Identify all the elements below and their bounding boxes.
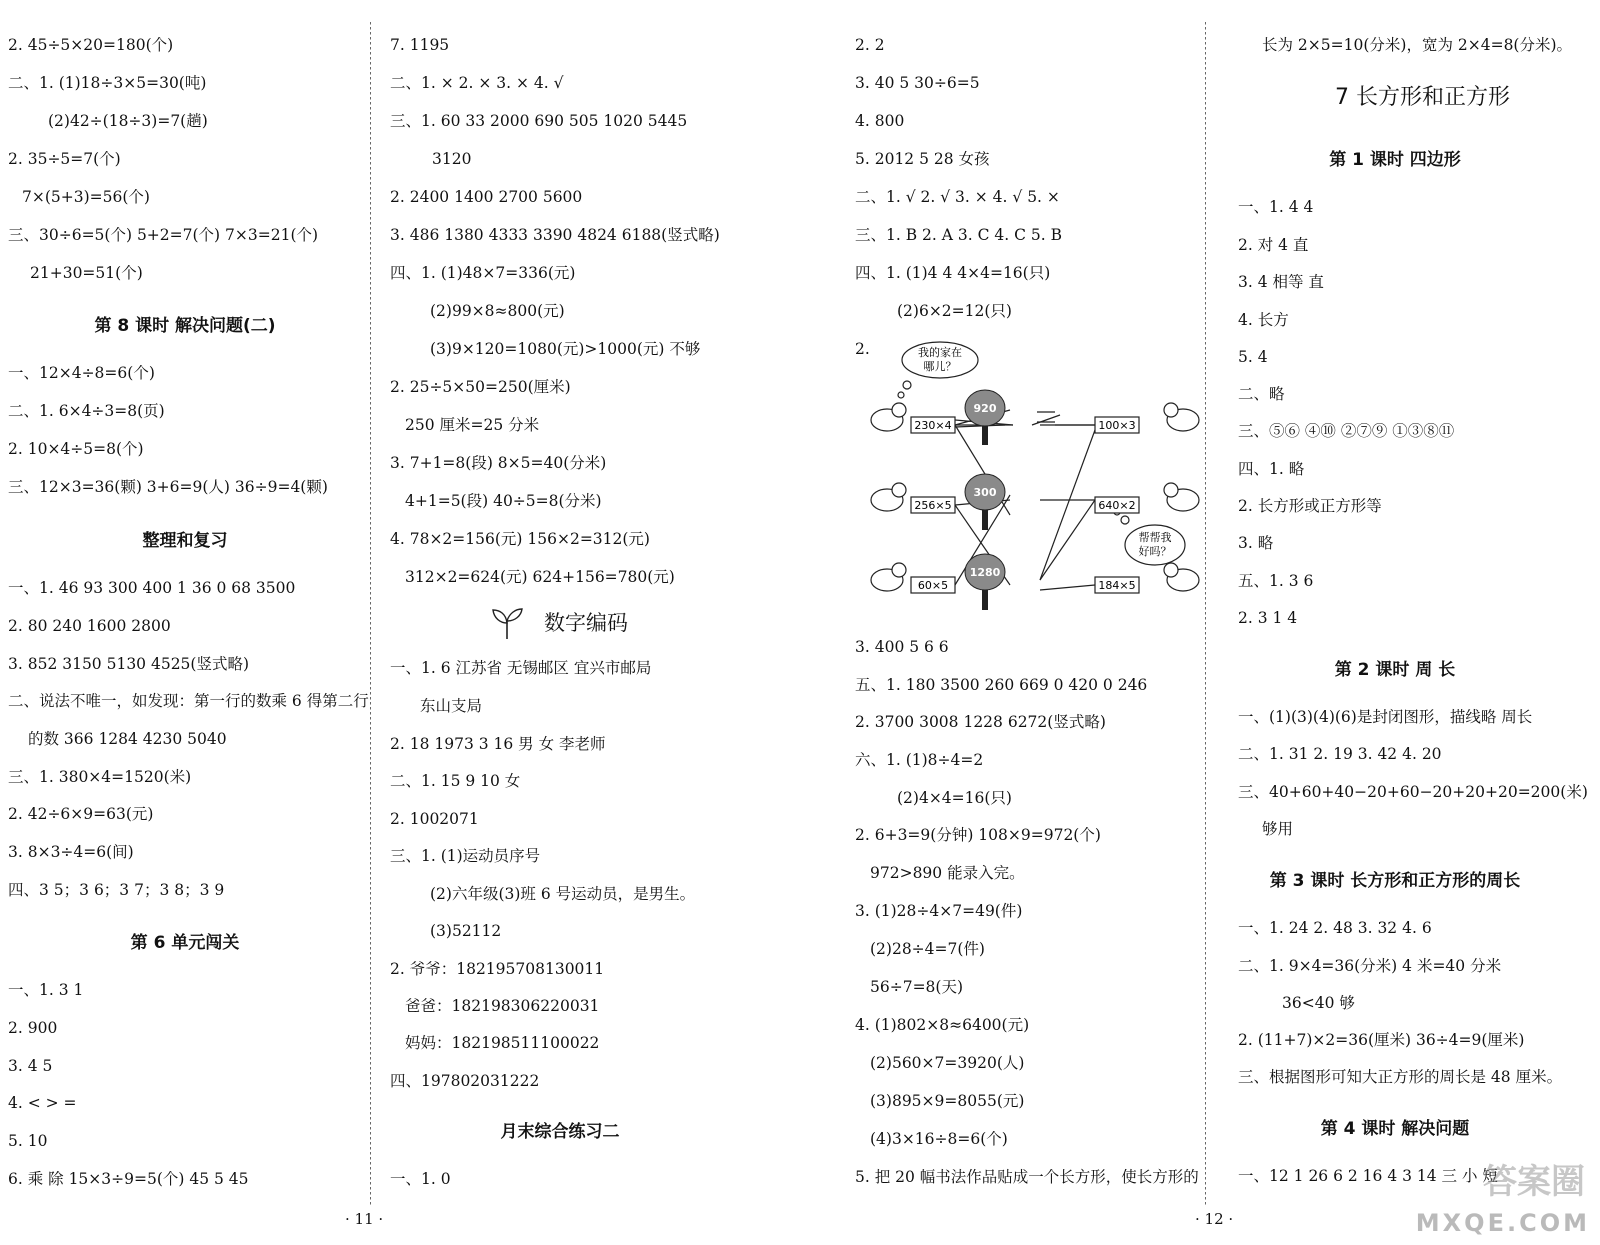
watermark-url: MXQE.COM bbox=[1415, 1209, 1590, 1237]
tree-label: 300 bbox=[973, 486, 997, 499]
chapter-title: 7 长方形和正方形 bbox=[1335, 85, 1510, 110]
answer-line: 3. 7+1=8(段) 8×5=40(分米) bbox=[390, 454, 607, 472]
column-divider bbox=[370, 22, 371, 1207]
answer-line: 3. 486 1380 4333 3390 4824 6188(竖式略) bbox=[390, 226, 720, 244]
answer-line: 一、1. 46 93 300 400 1 36 0 68 3500 bbox=[8, 579, 296, 597]
watermark-logo: 答案圈 bbox=[1483, 1162, 1585, 1202]
answer-line: 一、1. 24 2. 48 3. 32 4. 6 bbox=[1238, 919, 1432, 937]
answer-line: 3. 852 3150 5130 4525(竖式略) bbox=[8, 655, 250, 673]
answer-line: 7. 1195 bbox=[390, 36, 450, 54]
answer-line: 爸爸：182198306220031 bbox=[405, 997, 600, 1015]
answer-line: 四、1. (1)48×7=336(元) bbox=[390, 264, 576, 282]
matching-figure bbox=[865, 340, 1205, 625]
answer-line: (2)42÷(18÷3)=7(趟) bbox=[48, 112, 208, 130]
answer-line: (3)9×120=1080(元)>1000(元) 不够 bbox=[430, 340, 701, 358]
answer-line: 够用 bbox=[1262, 820, 1294, 838]
answer-line: 一、(1)(3)(4)(6)是封闭图形，描线略 周长 bbox=[1238, 708, 1533, 726]
answer-line: 2. 80 240 1600 2800 bbox=[8, 617, 171, 635]
answer-line: 一、1. 4 4 bbox=[1238, 198, 1314, 216]
answer-line: 4+1=5(段) 40÷5=8(分米) bbox=[405, 492, 602, 510]
answer-line: 一、12 1 26 6 2 16 4 3 14 三 小 短 bbox=[1238, 1167, 1498, 1185]
tree-label: 920 bbox=[973, 402, 997, 415]
answer-line: 5. 10 bbox=[8, 1132, 48, 1150]
answer-line: 三、40+60+40−20+60−20+20+20=200(米) bbox=[1238, 783, 1588, 801]
page-number-left: · 11 · bbox=[345, 1210, 384, 1228]
answer-line: 三、根据图形可知大正方形的周长是 48 厘米。 bbox=[1238, 1068, 1563, 1086]
bubble-text: 好吗？ bbox=[1138, 545, 1172, 558]
answer-line: 一、1. 0 bbox=[390, 1170, 451, 1188]
section-title: 数字编码 bbox=[544, 611, 628, 635]
answer-line: 3. 4 相等 直 bbox=[1238, 273, 1324, 291]
answer-line: 长为 2×5=10(分米)，宽为 2×4=8(分米)。 bbox=[1262, 36, 1573, 54]
answer-line: (4)3×16÷8=6(个) bbox=[870, 1130, 1008, 1148]
answer-line: 六、1. (1)8÷4=2 bbox=[855, 751, 984, 769]
answer-line: (2)99×8≈800(元) bbox=[430, 302, 565, 320]
answer-line: 972>890 能录入完。 bbox=[870, 864, 1025, 882]
answer-line: 2. 3700 3008 1228 6272(竖式略) bbox=[855, 713, 1106, 731]
answer-line: 四、1. (1)4 4 4×4=16(只) bbox=[855, 264, 1051, 282]
answer-line: 5. 2012 5 28 女孩 bbox=[855, 150, 990, 168]
answer-line: 2. 35÷5=7(个) bbox=[8, 150, 121, 168]
answer-line: 3. 40 5 30÷6=5 bbox=[855, 74, 980, 92]
answer-line: 三、1. B 2. A 3. C 4. C 5. B bbox=[855, 226, 1062, 244]
answer-line: 妈妈：182198511100022 bbox=[405, 1034, 600, 1052]
answer-line: 2. 爷爷：182195708130011 bbox=[390, 960, 605, 978]
answer-line: 4. 800 bbox=[855, 112, 905, 130]
answer-line: 东山支局 bbox=[420, 697, 483, 715]
answer-line: 312×2=624(元) 624+156=780(元) bbox=[405, 568, 675, 586]
lesson-heading: 第 1 课时 四边形 bbox=[1329, 150, 1461, 170]
answer-line: 一、12×4÷8=6(个) bbox=[8, 364, 155, 382]
sprout-icon bbox=[490, 605, 524, 641]
column-divider bbox=[1205, 22, 1206, 1207]
answer-line: (2)28÷4=7(件) bbox=[870, 940, 985, 958]
bubble-text: 哪儿？ bbox=[923, 360, 957, 373]
answer-line: 一、1. 6 江苏省 无锡邮区 宜兴市邮局 bbox=[390, 659, 652, 677]
answer-line: 3. 400 5 6 6 bbox=[855, 638, 949, 656]
answer-line: 2. 25÷5×50=250(厘米) bbox=[390, 378, 571, 396]
answer-line: (2)560×7=3920(人) bbox=[870, 1054, 1025, 1072]
answer-line: 4. (1)802×8≈6400(元) bbox=[855, 1016, 1030, 1034]
card-label: 640×2 bbox=[1098, 499, 1136, 512]
answer-line: 4. 78×2=156(元) 156×2=312(元) bbox=[390, 530, 650, 548]
answer-line: 三、1. 60 33 2000 690 505 1020 5445 bbox=[390, 112, 688, 130]
answer-line: 2. 3 1 4 bbox=[1238, 609, 1298, 627]
answer-line: 三、⑤⑥ ④⑩ ②⑦⑨ ①③⑧⑪ bbox=[1238, 422, 1455, 440]
answer-line: 二、1. (1)18÷3×5=30(吨) bbox=[8, 74, 207, 92]
lesson-heading: 整理和复习 bbox=[142, 531, 228, 551]
answer-line: (3)52112 bbox=[430, 922, 502, 940]
answer-line: 的数 366 1284 4230 5040 bbox=[28, 730, 227, 748]
answer-line: 250 厘米=25 分米 bbox=[405, 416, 540, 434]
answer-line: 2. 6+3=9(分钟) 108×9=972(个) bbox=[855, 826, 1101, 844]
bubble-text: 我的家在 bbox=[918, 346, 962, 359]
answer-line: 四、3 5；3 6；3 7；3 8；3 9 bbox=[8, 881, 225, 899]
answer-line: 二、1. 15 9 10 女 bbox=[390, 772, 521, 790]
answer-line: 二、说法不唯一，如发现：第一行的数乘 6 得第二行 bbox=[8, 692, 369, 710]
answer-line: 二、1. × 2. × 3. × 4. √ bbox=[390, 74, 564, 92]
answer-line: 5. 4 bbox=[1238, 348, 1268, 366]
answer-line: 二、1. 31 2. 19 3. 42 4. 20 bbox=[1238, 745, 1442, 763]
section-title-block bbox=[490, 605, 810, 645]
lesson-heading: 月末综合练习二 bbox=[500, 1122, 620, 1142]
answer-line: (2)6×2=12(只) bbox=[897, 302, 1012, 320]
answer-line: 3. 8×3÷4=6(间) bbox=[8, 843, 134, 861]
answer-line: 2. 45÷5×20=180(个) bbox=[8, 36, 174, 54]
answer-line: 三、1. (1)运动员序号 bbox=[390, 847, 541, 865]
bubble-text: 帮帮我 bbox=[1138, 531, 1172, 544]
lesson-heading: 第 8 课时 解决问题(二) bbox=[94, 316, 276, 336]
card-label: 256×5 bbox=[914, 499, 952, 512]
answer-line: 三、1. 380×4=1520(米) bbox=[8, 768, 192, 786]
answer-line: 2. 对 4 直 bbox=[1238, 236, 1309, 254]
lesson-heading: 第 3 课时 长方形和正方形的周长 bbox=[1269, 871, 1521, 891]
answer-line: 6. 乘 除 15×3÷9=5(个) 45 5 45 bbox=[8, 1170, 249, 1188]
answer-line: 五、1. 3 6 bbox=[1238, 572, 1314, 590]
answer-line: 四、1. 略 bbox=[1238, 460, 1305, 478]
card-label: 60×5 bbox=[917, 579, 949, 592]
answer-line: 3. 略 bbox=[1238, 534, 1274, 552]
answer-line: 21+30=51(个) bbox=[30, 264, 143, 282]
answer-line: 36<40 够 bbox=[1282, 994, 1355, 1012]
answer-line: 3120 bbox=[432, 150, 472, 168]
card-label: 230×4 bbox=[914, 419, 952, 432]
answer-line: 2. 18 1973 3 16 男 女 李老师 bbox=[390, 735, 606, 753]
answer-line: 三、12×3=36(颗) 3+6=9(人) 36÷9=4(颗) bbox=[8, 478, 328, 496]
answer-line: 7×(5+3)=56(个) bbox=[22, 188, 150, 206]
answer-line: 4. < > = bbox=[8, 1094, 77, 1112]
answer-line: 四、197802031222 bbox=[390, 1072, 540, 1090]
answer-line: 2. 2400 1400 2700 5600 bbox=[390, 188, 583, 206]
answer-line: 2. 900 bbox=[8, 1019, 58, 1037]
lesson-heading: 第 2 课时 周 长 bbox=[1334, 660, 1456, 680]
answer-line: 2. 2 bbox=[855, 36, 885, 54]
answer-line: 二、略 bbox=[1238, 385, 1285, 403]
answer-line: 2. (11+7)×2=36(厘米) 36÷4=9(厘米) bbox=[1238, 1031, 1525, 1049]
answer-line: 2. 10×4÷5=8(个) bbox=[8, 440, 144, 458]
answer-line: 二、1. √ 2. √ 3. × 4. √ 5. × bbox=[855, 188, 1060, 206]
answer-line: 3. 4 5 bbox=[8, 1057, 53, 1075]
answer-line: 2. 长方形或正方形等 bbox=[1238, 497, 1382, 515]
answer-line: 56÷7=8(天) bbox=[870, 978, 964, 996]
answer-line: (2)六年级(3)班 6 号运动员，是男生。 bbox=[430, 885, 696, 903]
answer-line: 二、1. 9×4=36(分米) 4 米=40 分米 bbox=[1238, 957, 1502, 975]
answer-line: 5. 把 20 幅书法作品贴成一个长方形，使长方形的 bbox=[855, 1168, 1199, 1186]
answer-line: 三、30÷6=5(个) 5+2=7(个) 7×3=21(个) bbox=[8, 226, 319, 244]
card-label: 100×3 bbox=[1098, 419, 1136, 432]
answer-line: 一、1. 3 1 bbox=[8, 981, 84, 999]
answer-line: 3. (1)28÷4×7=49(件) bbox=[855, 902, 1023, 920]
answer-line: 二、1. 6×4÷3=8(页) bbox=[8, 402, 165, 420]
card-label: 184×5 bbox=[1098, 579, 1136, 592]
page-number-right: · 12 · bbox=[1195, 1210, 1234, 1228]
answer-line: 2. 42÷6×9=63(元) bbox=[8, 805, 154, 823]
answer-line: 五、1. 180 3500 260 669 0 420 0 246 bbox=[855, 676, 1148, 694]
answer-line: 2. bbox=[855, 340, 870, 358]
tree-label: 1280 bbox=[969, 566, 1001, 579]
lesson-heading: 第 4 课时 解决问题 bbox=[1320, 1119, 1470, 1139]
answer-line: 4. 长方 bbox=[1238, 311, 1289, 329]
answer-line: 2. 1002071 bbox=[390, 810, 479, 828]
answer-line: (3)895×9=8055(元) bbox=[870, 1092, 1025, 1110]
answer-line: (2)4×4=16(只) bbox=[897, 789, 1012, 807]
lesson-heading: 第 6 单元闯关 bbox=[130, 933, 240, 953]
